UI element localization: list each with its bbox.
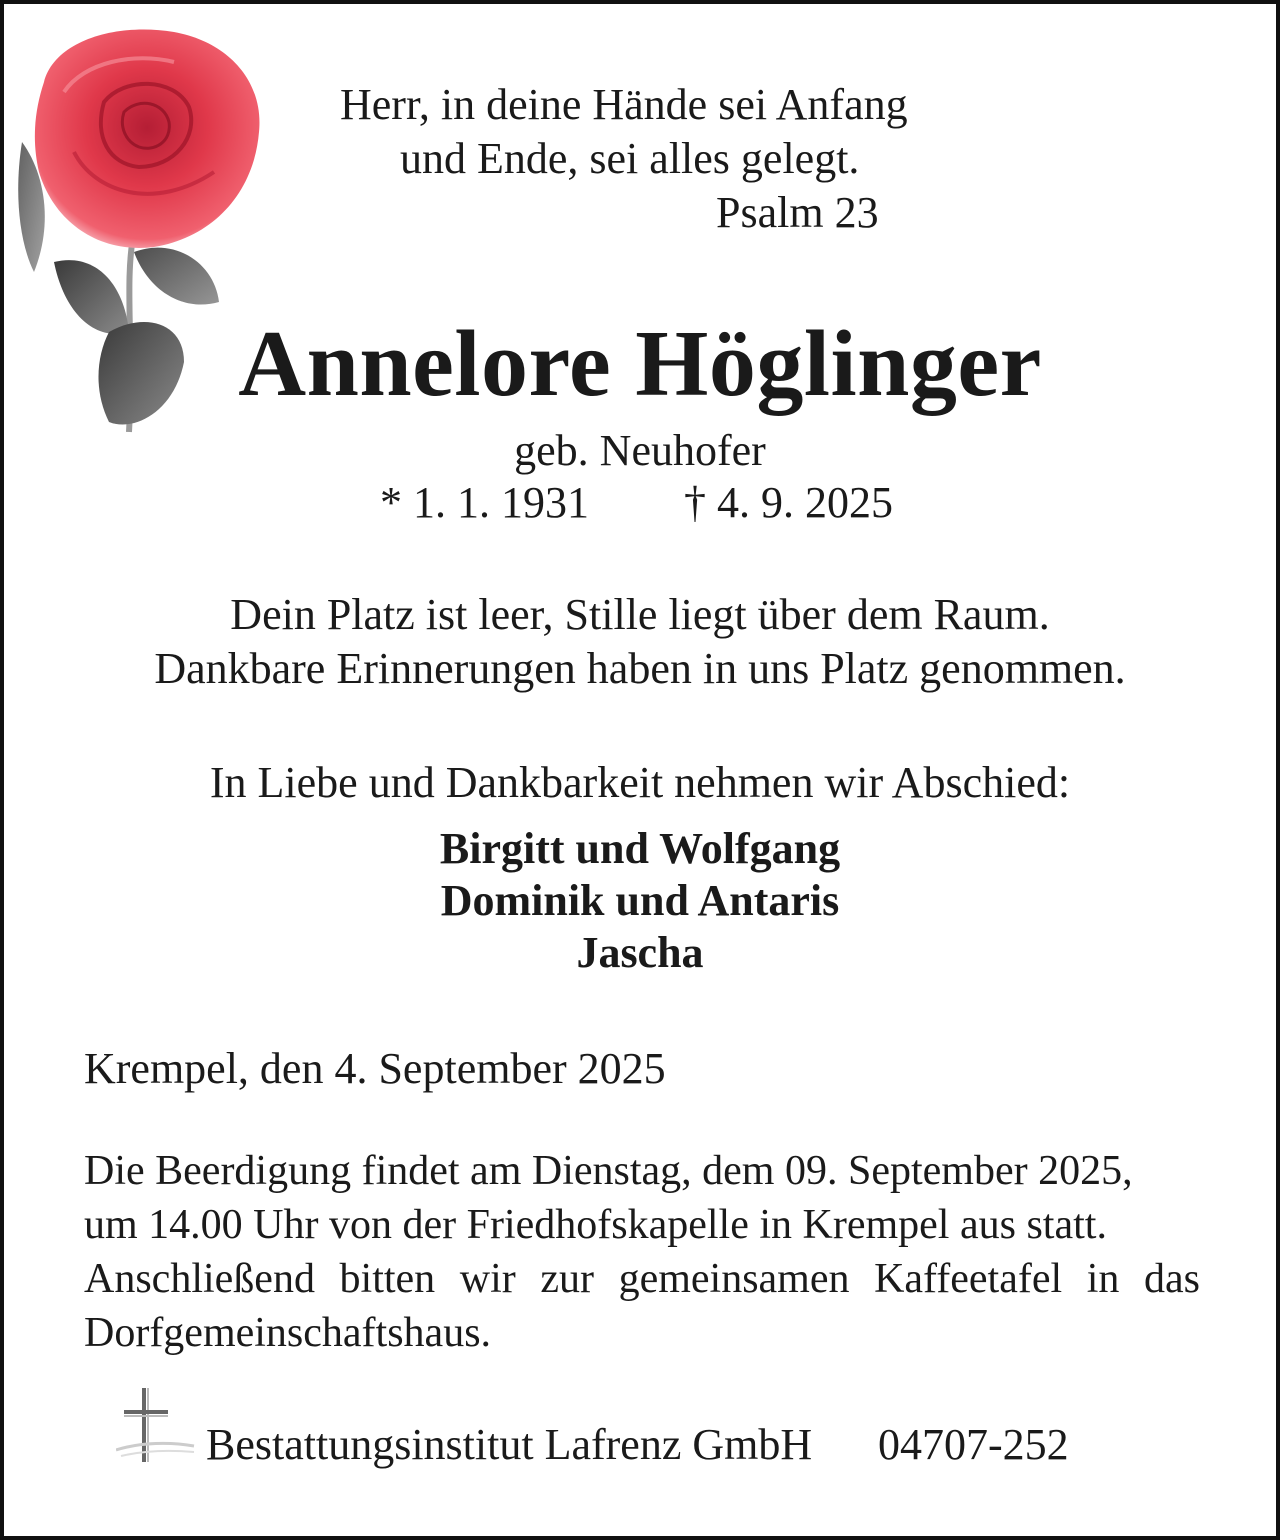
birth-date: * 1. 1. 1931: [380, 478, 589, 527]
funeral-info-line: Die Beerdigung findet am Dienstag, dem 09. September 2025,: [84, 1148, 1133, 1194]
poem-line-1: Dein Platz ist leer, Stille liegt über dem Raum.: [230, 590, 1050, 639]
funeral-info: [84, 1144, 1200, 1360]
deceased-name: Annelore Höglinger: [238, 312, 1042, 416]
mourner-name: Dominik und Antaris: [440, 876, 840, 925]
cross-icon: [116, 1386, 196, 1466]
undertaker-name: Bestattungsinstitut Lafrenz GmbH: [206, 1420, 813, 1469]
place-date: Krempel, den 4. September 2025: [84, 1044, 666, 1093]
death-date: † 4. 9. 2025: [684, 478, 893, 527]
mourner-name: Birgitt und Wolfgang: [439, 824, 841, 873]
funeral-info-line: um 14.00 Uhr von der Friedhofskapelle in Krempel aus statt.: [84, 1202, 1107, 1248]
verse-source: Psalm 23: [716, 188, 879, 237]
verse-line-1: Herr, in deine Hände sei Anfang: [340, 80, 908, 129]
funeral-info-line: Anschließend bitten wir zur gemeinsamen Kaffeetafel in das: [84, 1256, 1200, 1302]
farewell-intro: In Liebe und Dankbarkeit nehmen wir Abschied:: [209, 758, 1071, 807]
birth-name: geb. Neuhofer: [514, 426, 766, 475]
poem-line-2: Dankbare Erinnerungen haben in uns Platz genommen.: [154, 644, 1126, 693]
funeral-info-line: Dorfgemeinschaftshaus.: [84, 1310, 492, 1356]
mourner-name: Jascha: [576, 928, 704, 977]
undertaker-phone: 04707-252: [878, 1420, 1069, 1469]
verse-line-2: und Ende, sei alles gelegt.: [400, 134, 860, 183]
